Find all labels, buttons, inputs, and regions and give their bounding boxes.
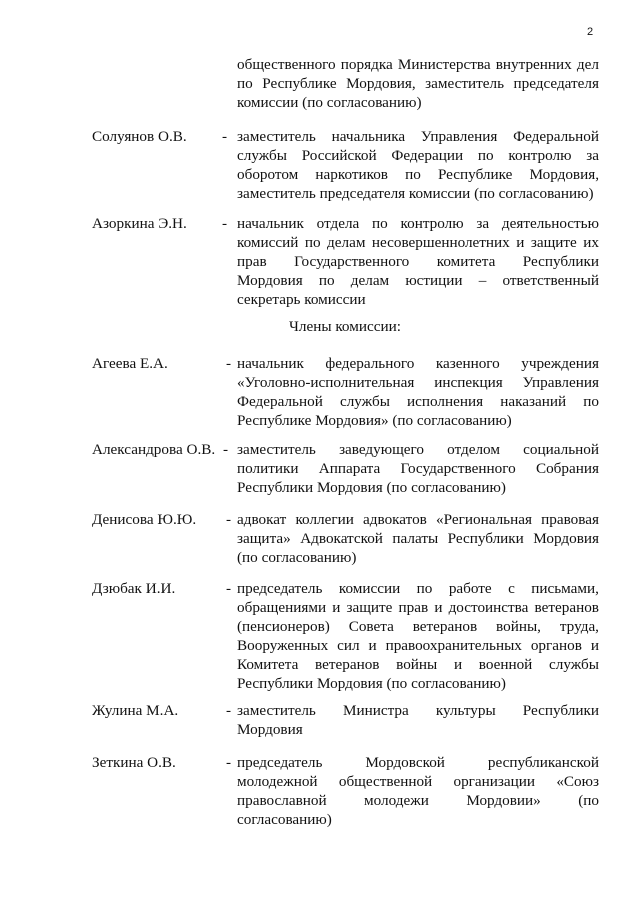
word: Мордовия <box>533 530 599 547</box>
word: заместитель <box>237 128 316 145</box>
word: федерального <box>325 355 415 372</box>
word: с <box>508 580 515 597</box>
word: оборотом <box>237 166 299 183</box>
word: Республике <box>437 166 513 183</box>
member-description-line <box>237 754 599 772</box>
intro-line: комиссии (по согласованию) <box>237 94 422 111</box>
word: делам <box>327 234 366 251</box>
word: Мордовия, <box>529 166 599 183</box>
word: дел <box>576 56 599 73</box>
word: «Региональная <box>436 511 532 528</box>
word: отделом <box>447 441 500 458</box>
word: заместитель <box>237 441 316 458</box>
word: защите <box>346 599 393 616</box>
member-description-line: согласованию) <box>237 811 332 828</box>
word: заместитель <box>425 75 505 92</box>
word: службы <box>339 393 390 410</box>
word: органов <box>530 637 582 654</box>
word: Министерства <box>397 56 491 73</box>
word: Совета <box>348 618 394 635</box>
page-number: 2 <box>587 26 594 38</box>
word: «Уголовно-исполнительная <box>237 374 415 391</box>
dash-separator: - <box>226 580 232 597</box>
member-name: Жулина М.А. <box>92 702 179 719</box>
word: адвокат <box>237 511 287 528</box>
word: православной <box>237 792 327 809</box>
word: учреждения <box>521 355 599 372</box>
word: – <box>478 272 487 289</box>
word: Федеральной <box>237 393 323 410</box>
word: ответственный <box>502 272 599 289</box>
word: работе <box>448 580 492 597</box>
member-description-line <box>237 618 599 636</box>
word: их <box>583 234 599 251</box>
word: председатель <box>237 754 323 771</box>
dash-separator: - <box>226 754 232 771</box>
word: за <box>476 215 490 232</box>
member-description-line: Республики Мордовия (по согласованию) <box>237 675 506 692</box>
word: правовая <box>541 511 599 528</box>
word: социальной <box>523 441 599 458</box>
word: деятельностью <box>501 215 599 232</box>
member-description-line <box>237 637 599 655</box>
word: заведующего <box>339 441 424 458</box>
word: и <box>368 637 377 654</box>
member-description-line: секретарь комиссии <box>237 291 366 308</box>
word: контролю <box>400 215 464 232</box>
word: контролю <box>508 147 572 164</box>
member-description-line <box>237 147 599 165</box>
word: обращениями <box>237 599 327 616</box>
word: Республики <box>522 253 599 270</box>
word: адвокатов <box>363 511 427 528</box>
word: «Союз <box>556 773 599 790</box>
word: делам <box>350 272 390 289</box>
member-description-line <box>237 599 599 617</box>
word: письмами, <box>531 580 599 597</box>
word: по <box>237 75 253 92</box>
member-description-line <box>237 460 599 478</box>
member-description-line <box>237 166 599 184</box>
word: Федерации <box>391 147 464 164</box>
word: общественного <box>237 56 336 73</box>
word: Государственного <box>294 253 410 270</box>
word: и <box>332 599 341 616</box>
member-name: Зеткина О.В. <box>92 754 176 771</box>
word: прав <box>237 253 267 270</box>
intro-line <box>237 56 599 74</box>
word: и <box>434 599 443 616</box>
word: за <box>586 147 599 164</box>
member-description-line <box>237 272 599 290</box>
dash-separator: - <box>226 355 232 372</box>
word: защита» <box>237 530 291 547</box>
word: Республики <box>522 702 599 719</box>
member-description-line: (по согласованию) <box>237 549 357 566</box>
word: по <box>318 272 335 289</box>
word: наркотиков <box>315 166 388 183</box>
word: комиссии <box>338 580 401 597</box>
word: начальник <box>237 355 304 372</box>
word: председатель <box>237 580 323 597</box>
member-description-line <box>237 253 599 271</box>
word: Мордовия, <box>346 75 416 92</box>
word: Управления <box>420 128 498 145</box>
word: Вооруженных <box>237 637 329 654</box>
dash-separator: - <box>223 441 229 458</box>
word: политики <box>237 460 299 477</box>
word: организации <box>453 773 536 790</box>
member-name: Александрова О.В. <box>92 441 216 458</box>
member-description-line <box>237 511 599 529</box>
member-description-line <box>237 580 599 598</box>
member-name: Солуянов О.В. <box>92 128 187 145</box>
word: молодежной <box>237 773 318 790</box>
member-description-line: Мордовия <box>237 721 303 738</box>
word: Республике <box>262 75 337 92</box>
word: военной <box>478 656 533 673</box>
word: защите <box>530 234 577 251</box>
word: внутренних <box>495 56 572 73</box>
intro-line <box>237 75 599 93</box>
word: заместитель <box>237 702 316 719</box>
word: (по <box>578 792 599 809</box>
word: ветеранов <box>412 618 478 635</box>
member-description-line <box>237 441 599 459</box>
dash-separator: - <box>222 215 228 232</box>
word: молодежи <box>364 792 429 809</box>
word: службы <box>549 656 599 673</box>
word: по <box>405 166 421 183</box>
word: по <box>477 147 494 164</box>
word: труда, <box>559 618 599 635</box>
member-name: Денисова Ю.Ю. <box>92 511 197 528</box>
member-description-line <box>237 234 599 252</box>
members-heading: Члены комиссии: <box>289 318 401 335</box>
word: Адвокатской <box>300 530 383 547</box>
word: начальника <box>331 128 406 145</box>
word: и <box>453 656 463 673</box>
dash-separator: - <box>226 511 232 528</box>
word: отдела <box>316 215 360 232</box>
word: комитета <box>436 253 496 270</box>
member-description-line: заместитель председателя комиссии (по согласованию) <box>237 185 594 202</box>
word: по <box>304 234 321 251</box>
word: наказаний <box>500 393 567 410</box>
word: войны, <box>496 618 541 635</box>
word: Мордовии» <box>466 792 541 809</box>
word: (пенсионеров) <box>237 618 330 635</box>
word: Российской <box>301 147 377 164</box>
word: порядка <box>340 56 393 73</box>
word: Собрания <box>535 460 599 477</box>
word: Управления <box>522 374 599 391</box>
word: по <box>372 215 388 232</box>
word: председателя <box>513 75 599 92</box>
member-description-line <box>237 215 599 233</box>
word: культуры <box>435 702 496 719</box>
word: Мордовской <box>365 754 445 771</box>
dash-separator: - <box>222 128 228 145</box>
word: инспекция <box>434 374 503 391</box>
member-name: Азоркина Э.Н. <box>92 215 187 232</box>
word: Министра <box>342 702 409 719</box>
member-description-line <box>237 773 599 791</box>
word: достоинства <box>448 599 529 616</box>
word: начальник <box>237 215 304 232</box>
member-description-line <box>237 792 599 810</box>
member-description-line <box>237 393 599 411</box>
word: войны <box>396 656 438 673</box>
member-description-line <box>237 374 599 392</box>
dash-separator: - <box>226 702 232 719</box>
word: Государственного <box>400 460 516 477</box>
word: комиссий <box>237 234 299 251</box>
word: и <box>590 637 599 654</box>
word: палаты <box>392 530 439 547</box>
member-description-line: Республике Мордовия» (по согласованию) <box>237 412 512 429</box>
word: службы <box>237 147 287 164</box>
word: коллегии <box>295 511 354 528</box>
word: сил <box>337 637 360 654</box>
word: Мордовия <box>237 272 303 289</box>
word: Республики <box>447 530 524 547</box>
word: прав <box>398 599 429 616</box>
word: общественной <box>338 773 433 790</box>
word: юстиции <box>405 272 463 289</box>
word: республиканской <box>487 754 599 771</box>
member-description-line <box>237 128 599 146</box>
word: ветеранов <box>315 656 380 673</box>
word: по <box>583 393 599 410</box>
word: Комитета <box>237 656 299 673</box>
member-description-line <box>237 355 599 373</box>
member-description-line <box>237 702 599 720</box>
word: Федеральной <box>513 128 599 145</box>
member-description-line: Республики Мордовия (по согласованию) <box>237 479 506 496</box>
member-name: Агеева Е.А. <box>92 355 168 372</box>
word: несовершеннолетних <box>371 234 510 251</box>
word: ветеранов <box>534 599 599 616</box>
word: Аппарата <box>318 460 381 477</box>
word: по <box>416 580 433 597</box>
member-name: Дзюбак И.И. <box>92 580 176 597</box>
word: исполнения <box>407 393 484 410</box>
member-description-line <box>237 656 599 674</box>
word: и <box>516 234 525 251</box>
word: правоохранительных <box>385 637 522 654</box>
member-description-line <box>237 530 599 548</box>
word: казенного <box>435 355 500 372</box>
